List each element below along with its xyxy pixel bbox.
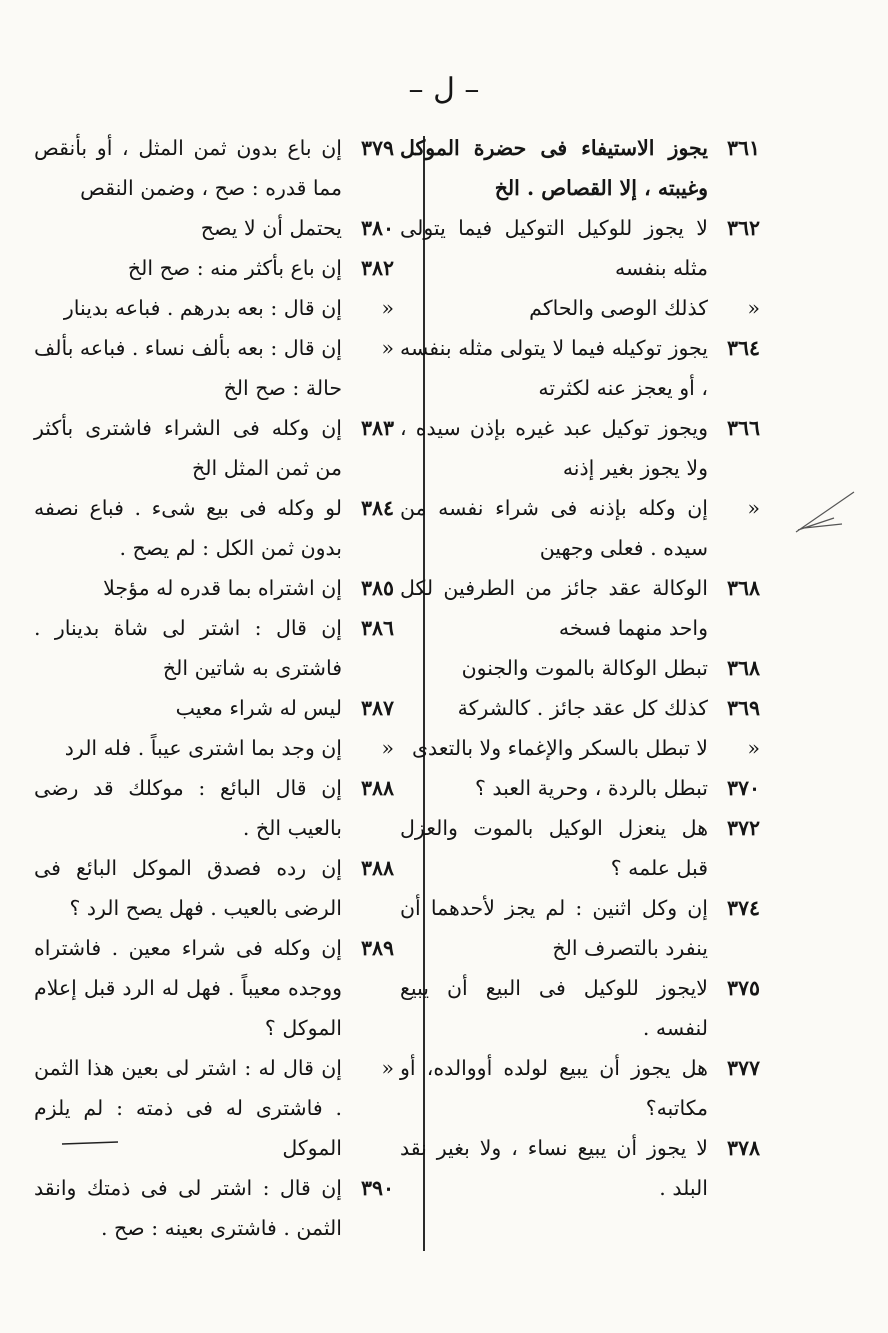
index-entry [400, 288, 760, 328]
index-entry [34, 288, 394, 328]
entry-number: « [381, 336, 394, 360]
entry-number: ٣٧٩ [360, 136, 394, 160]
entry-number: « [747, 736, 760, 760]
index-entry [34, 328, 394, 408]
index-entry [34, 768, 394, 848]
pen-underline [60, 1138, 120, 1148]
entry-number: ٣٨٨ [360, 776, 394, 800]
entry-text: ويجوز توكيل عبد غيره بإذن سيده ، ولا يجوز بغير إذنه [400, 416, 708, 480]
entry-text: إن وكله بإذنه فى شراء نفسه من سيده . فعلى وجهين [400, 496, 708, 560]
entry-number: ٣٧٨ [726, 1136, 760, 1160]
entry-text: إن رده فصدق الموكل البائع فى الرضى بالعيب . فهل يصح الرد ؟ [34, 856, 342, 920]
entry-number: « [381, 736, 394, 760]
entry-number: ٣٩٠ [360, 1176, 394, 1200]
index-entry [400, 208, 760, 288]
entry-number: ٣٦٢ [726, 216, 760, 240]
index-entry [400, 1048, 760, 1128]
right-column [400, 128, 760, 1208]
entry-number: ٣٦٨ [726, 656, 760, 680]
entry-text: إن قال : بعه بدرهم . فباعه بدينار [63, 296, 342, 320]
left-column [34, 128, 394, 1248]
index-entry [34, 568, 394, 608]
entry-number: ٣٧٥ [726, 976, 760, 1000]
entry-text: إن باع بأكثر منه : صح الخ [127, 256, 342, 280]
entry-number: ٣٦٦ [726, 416, 760, 440]
index-entry [34, 408, 394, 488]
entry-text: إن وكل اثنين : لم يجز لأحدهما أن ينفرد بالتصرف الخ [400, 896, 708, 960]
index-entry [400, 128, 760, 208]
entry-text: إن قال : بعه بألف نساء . فباعه بألف حالة : صح الخ [33, 336, 342, 400]
entry-text: إن قال : اشتر لى شاة بدينار . فاشترى به شاتين الخ [34, 616, 342, 680]
entry-text: يجوز الاستيفاء فى حضرة الموكل وغيبته ، إلا القصاص . الخ [400, 136, 708, 200]
entry-number: ٣٧٤ [726, 896, 760, 920]
entry-text: الوكالة عقد جائز من الطرفين لكل واحد منهما فسخه [400, 576, 708, 640]
pencil-mark [794, 488, 860, 538]
index-entry [34, 208, 394, 248]
entry-text: هل ينعزل الوكيل بالموت والعزل قبل علمه ؟ [400, 816, 708, 880]
index-entry [34, 488, 394, 568]
entry-number: ٣٨٤ [360, 496, 394, 520]
index-entry [400, 888, 760, 968]
entry-text: إن قال له : اشتر لى بعين هذا الثمن . فاشترى له فى ذمته : لم يلزم الموكل [34, 1056, 342, 1160]
entry-number: ٣٨٦ [360, 616, 394, 640]
entry-number: ٣٦٨ [726, 576, 760, 600]
entry-number: ٣٨٠ [360, 216, 394, 240]
entry-text: تبطل الوكالة بالموت والجنون [461, 656, 708, 680]
entry-text: إن وكله فى الشراء فاشترى بأكثر من ثمن المثل الخ [34, 416, 342, 480]
entry-text: لا يجوز أن يبيع نساء ، ولا بغير نقد البلد . [400, 1136, 708, 1200]
index-entry [34, 248, 394, 288]
index-entry [400, 648, 760, 688]
index-entry [34, 128, 394, 208]
index-entry [400, 728, 760, 768]
index-entry [34, 1168, 394, 1248]
entry-number: « [381, 296, 394, 320]
entry-number: ٣٨٧ [360, 696, 394, 720]
entry-text: إن وجد بما اشترى عيباً . فله الرد [64, 736, 342, 760]
entry-number: ٣٧٧ [726, 1056, 760, 1080]
index-entry [34, 928, 394, 1048]
entry-text: يجوز توكيله فيما لا يتولى مثله بنفسه ، أو يعجز عنه لكثرته [400, 336, 708, 400]
entry-number: ٣٦٩ [726, 696, 760, 720]
entry-number: ٣٦١ [726, 136, 760, 160]
entry-text: يحتمل أن لا يصح [200, 216, 342, 240]
entry-text: إن باع بدون ثمن المثل ، أو بأنقص مما قدره : صح ، وضمن النقص [34, 136, 342, 200]
index-entry [400, 328, 760, 408]
entry-number: ٣٧٠ [726, 776, 760, 800]
entry-number: « [747, 496, 760, 520]
index-entry [400, 688, 760, 728]
entry-number: ٣٨٢ [360, 256, 394, 280]
index-entry [400, 768, 760, 808]
index-entry [400, 1128, 760, 1208]
index-entry [400, 568, 760, 648]
index-entry [34, 688, 394, 728]
entry-text: ليس له شراء معيب [175, 696, 342, 720]
entry-number: « [747, 296, 760, 320]
entry-text: لا تبطل بالسكر والإغماء ولا بالتعدى [411, 736, 708, 760]
index-entry [400, 808, 760, 888]
entry-number: « [381, 1056, 394, 1080]
entry-text: كذلك كل عقد جائز . كالشركة [457, 696, 708, 720]
entry-text: تبطل بالردة ، وحرية العبد ؟ [474, 776, 708, 800]
entry-number: ٣٦٤ [726, 336, 760, 360]
entry-text: إن اشتراه بما قدره له مؤجلا [103, 576, 342, 600]
index-entry [34, 608, 394, 688]
entry-text: لا يجوز للوكيل التوكيل فيما يتولى مثله بنفسه [400, 216, 708, 280]
index-entry [400, 408, 760, 488]
entry-number: ٣٨٨ [360, 856, 394, 880]
entry-text: كذلك الوصى والحاكم [529, 296, 708, 320]
entry-number: ٣٨٩ [360, 936, 394, 960]
entry-text: إن قال : اشتر لى فى ذمتك وانقد الثمن . فاشترى بعينه : صح . [34, 1176, 342, 1240]
entry-number: ٣٧٢ [726, 816, 760, 840]
index-entry [34, 728, 394, 768]
entry-text: لو وكله فى بيع شىء . فباع نصفه بدون ثمن الكل : لم يصح . [34, 496, 342, 560]
index-entry [34, 848, 394, 928]
entry-text: إن وكله فى شراء معين . فاشتراه ووجده معيباً . فهل له الرد قبل إعلام الموكل ؟ [34, 936, 342, 1040]
entry-number: ٣٨٥ [360, 576, 394, 600]
entry-text: هل يجوز أن يبيع لولده أووالده، أو مكاتبه؟ [400, 1056, 708, 1120]
entry-number: ٣٨٣ [360, 416, 394, 440]
index-entry [400, 488, 760, 568]
page-number: – ل – [408, 72, 480, 107]
index-entry [400, 968, 760, 1048]
index-entry [34, 1048, 394, 1168]
entry-text: إن قال البائع : موكلك قد رضى بالعيب الخ . [34, 776, 342, 840]
entry-text: لايجوز للوكيل فى البيع أن يبيع لنفسه . [400, 976, 708, 1040]
